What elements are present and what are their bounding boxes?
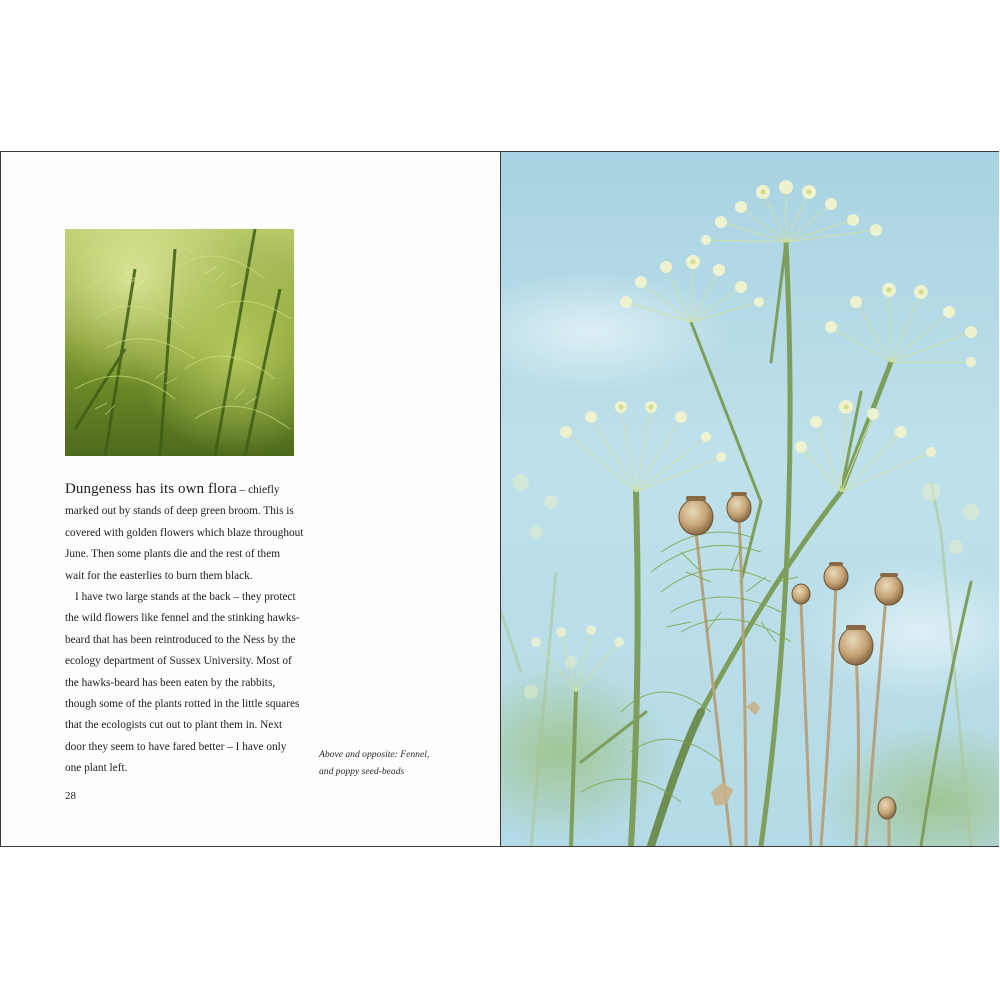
text-line: one plant left. <box>65 762 128 775</box>
caption-line: Above and opposite: Fennel, <box>319 749 430 760</box>
left-page <box>1 152 500 846</box>
page-number: 28 <box>65 790 76 802</box>
text-line: beard that has been reintroduced to the Ness by the <box>65 633 296 646</box>
text-line: marked out by stands of deep green broom. This is <box>65 505 294 518</box>
text-line: the wild flowers like fennel and the stinking hawks- <box>65 612 300 625</box>
text-line: – chiefly <box>236 484 280 496</box>
text-line: June. Then some plants die and the rest of them <box>65 548 281 561</box>
text-line: ecology department of Sussex University. Most of <box>65 655 292 668</box>
book-spread <box>0 151 999 847</box>
fennel-fronds-photo <box>65 229 294 456</box>
text-line: I have two large stands at the back – they protect <box>75 591 296 604</box>
text-line: that the ecologists cut out to plant them in. Next <box>65 719 283 732</box>
text-line: wait for the easterlies to burn them black. <box>65 569 253 582</box>
lead-in: Dungeness has its own flora <box>65 481 237 497</box>
photo-caption <box>319 746 459 780</box>
text-line: covered with golden flowers which blaze throughout <box>65 526 304 539</box>
fennel-and-poppy-photo <box>501 152 999 846</box>
paragraph-2 <box>65 587 317 780</box>
paragraph-1 <box>65 479 317 587</box>
text-line: door they seem to have fared better – I have only <box>65 740 287 753</box>
body-text <box>65 479 317 780</box>
text-line: the hawks-beard has been eaten by the rabbits, <box>65 676 276 689</box>
caption-line: and poppy seed-beads <box>319 766 405 777</box>
text-line: though some of the plants rotted in the little squares <box>65 698 300 711</box>
